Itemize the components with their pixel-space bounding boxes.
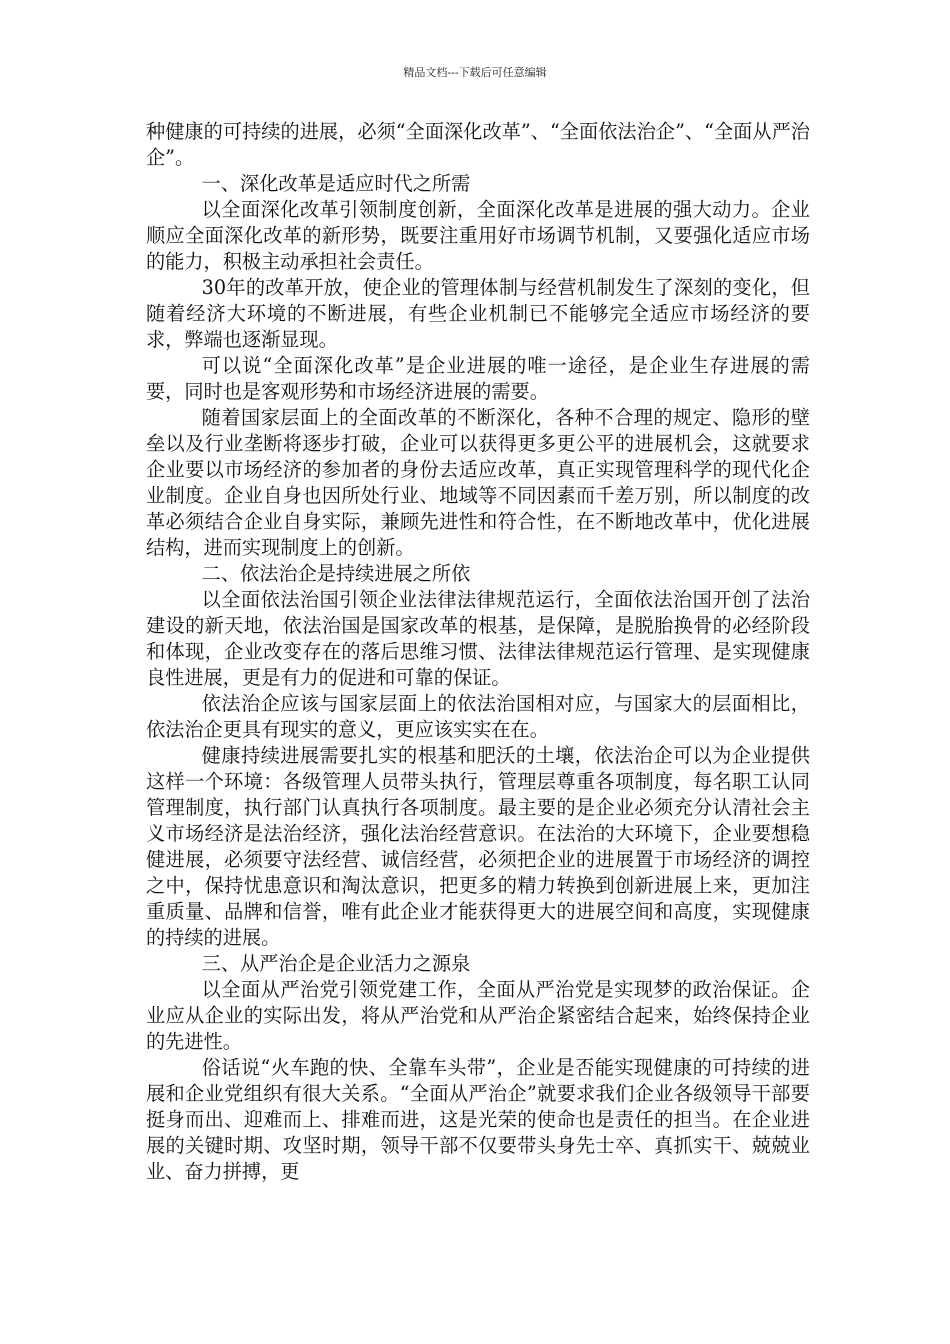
paragraph: 依法治企应该与国家层面上的依法治国相对应，与国家大的层面相比，依法治企更具有现实的意义，更应该实实在在。 (146, 692, 810, 741)
paragraph: 30年的改革开放，使企业的管理体制与经营机制发生了深刻的变化，但随着经济大环境的不断进展，有些企业机制已不能够完全适应市场经济的要求，弊端也逐渐显现。 (146, 276, 810, 351)
paragraph: 健康持续进展需要扎实的根基和肥沃的土壤，依法治企可以为企业提供这样一个环境：各级管理人员带头执行，管理层尊重各项制度，每名职工认同管理制度，执行部门认真执行各项制度。最主要的是企业必须充分认清社会主义市场经济是法治经济，强化法治经营意识。在法治的大环境下，企业要想稳健进展，必须要守法经营、诚信经营，必须把企业的进展置于市场经济的调控之中，保持忧患意识和淘汰意识，把更多的精力转换到创新进展上来，更加注重质量、品牌和信誉，唯有此企业才能获得更大的进展空间和高度，实现健康的持续的进展。 (146, 744, 810, 949)
paragraph: 以全面深化改革引领制度创新，全面深化改革是进展的强大动力。企业顺应全面深化改革的新形势，既要注重用好市场调节机制，又要强化适应市场的能力，积极主动承担社会责任。 (146, 198, 810, 273)
paragraph: 随着国家层面上的全面改革的不断深化，各种不合理的规定、隐形的壁垒以及行业垄断将逐步打破，企业可以获得更多更公平的进展机会，这就要求企业要以市场经济的参加者的身份去适应改革，真正实现管理科学的现代化企业制度。企业自身也因所处行业、地域等不同因素而千差万别，所以制度的改革必须结合企业自身实际，兼顾先进性和符合性，在不断地改革中，优化进展结构，进而实现制度上的创新。 (146, 406, 810, 559)
paragraph: 以全面从严治党引领党建工作，全面从严治党是实现梦的政治保证。企业应从企业的实际出发，将从严治党和从严治企紧密结合起来，始终保持企业的先进性。 (146, 978, 810, 1053)
page-header: 精品文档---下载后可任意编辑 (403, 66, 547, 79)
section-heading-1: 一、深化改革是适应时代之所需 (201, 172, 471, 195)
paragraph-continuation: 种健康的可持续的进展，必须“全面深化改革”、“全面依法治企”、“全面从严治企”。 (146, 120, 810, 169)
document-body (146, 119, 810, 1185)
paragraph: 以全面依法治国引领企业法律法律规范运行，全面依法治国开创了法治建设的新天地，依法治国是国家改革的根基，是保障，是脱胎换骨的必经阶段和体现，企业改变存在的落后思维习惯、法律法律规范运行管理、是实现健康良性进展，更是有力的促进和可靠的保证。 (146, 588, 810, 689)
section-heading-3: 三、从严治企是企业活力之源泉 (201, 952, 471, 975)
section-heading-2: 二、依法治企是持续进展之所依 (201, 562, 471, 585)
paragraph: 可以说“全面深化改革”是企业进展的唯一途径，是企业生存进展的需要，同时也是客观形势和市场经济进展的需要。 (146, 354, 810, 403)
paragraph: 俗话说“火车跑的快、全靠车头带”，企业是否能实现健康的可持续的进展和企业党组织有很大关系。“全面从严治企”就要求我们企业各级领导干部要挺身而出、迎难而上、排难而进，这是光荣的使命也是责任的担当。在企业进展的关键时期、攻坚时期，领导干部不仅要带头身先士卒、真抓实干、兢兢业业、奋力拼搏，更 (146, 1056, 810, 1183)
